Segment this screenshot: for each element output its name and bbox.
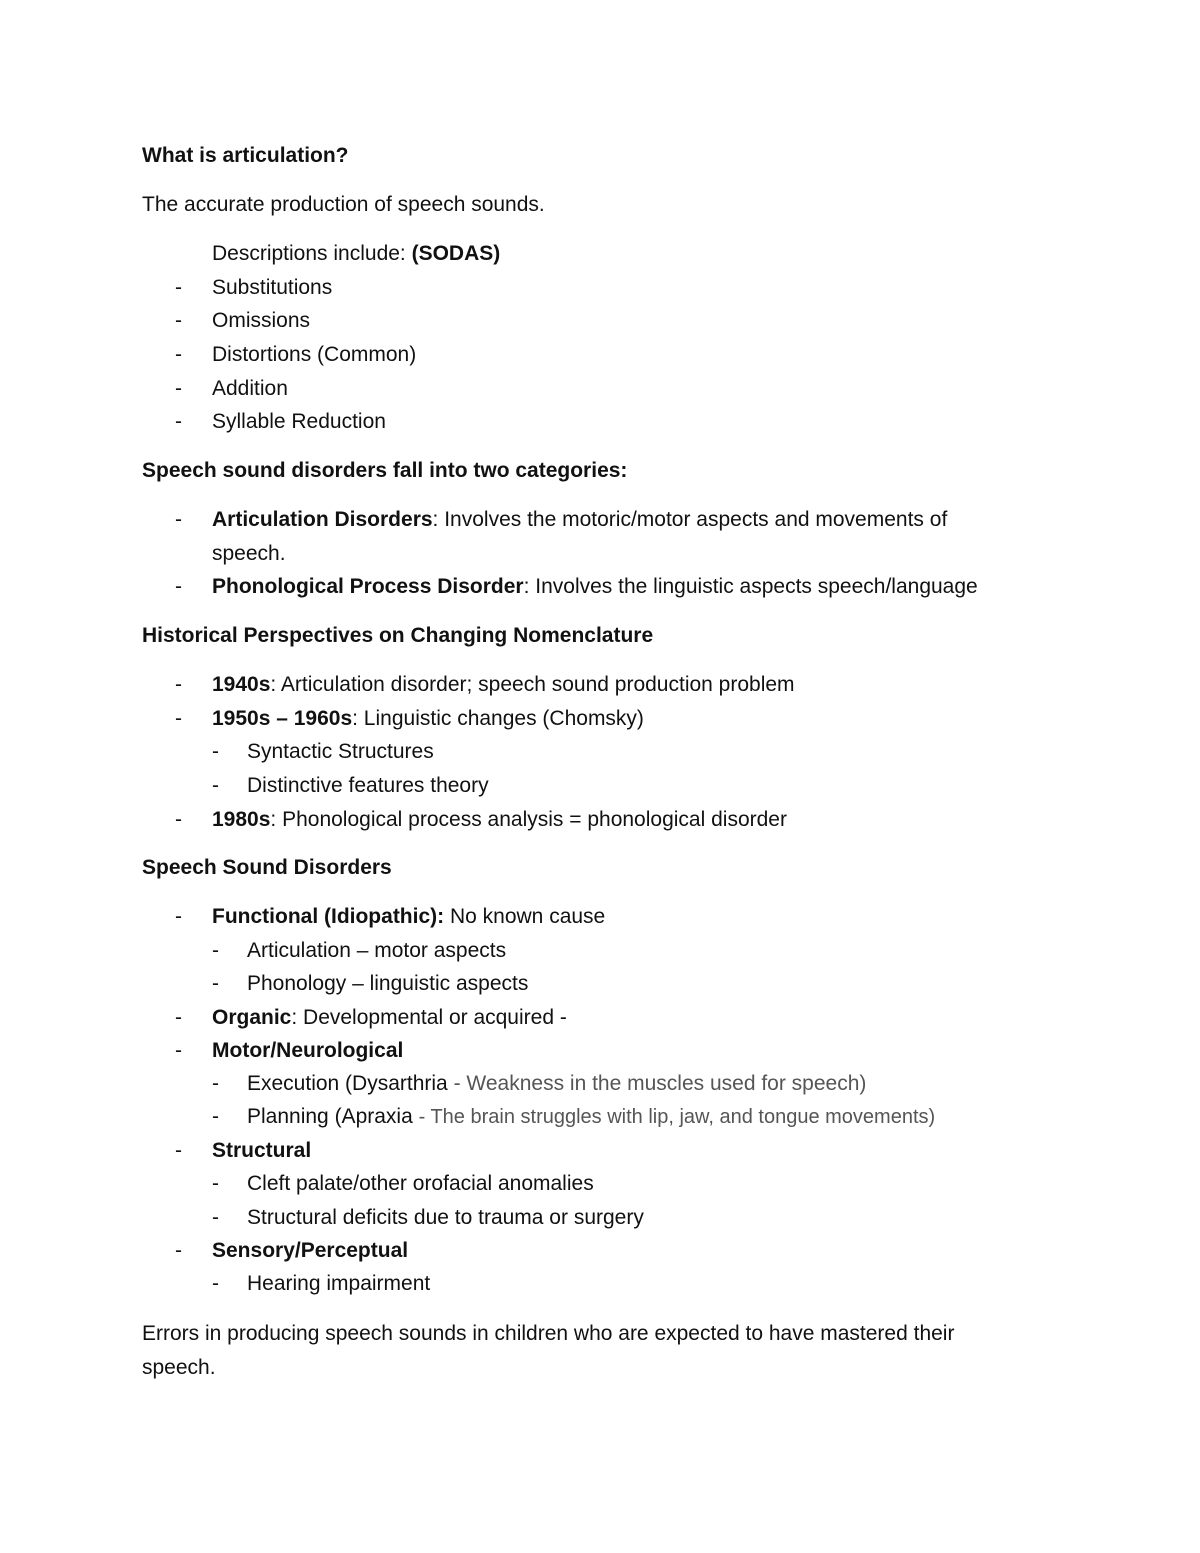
- sub-bullet-dash: -: [212, 939, 219, 962]
- list-item-structural: Structural: [212, 1139, 312, 1162]
- list-item-motor-neurological: Motor/Neurological: [212, 1039, 404, 1062]
- list-item-substitutions: Substitutions: [212, 276, 333, 299]
- bullet-dash: -: [175, 508, 182, 531]
- sub-bullet-dash: -: [212, 774, 219, 797]
- bullet-dash: -: [175, 1006, 182, 1029]
- list-item-addition: Addition: [212, 377, 288, 400]
- sub-item-cleft-palate: Cleft palate/other orofacial anomalies: [247, 1172, 594, 1195]
- closing-paragraph-line1: Errors in producing speech sounds in children who are expected to have mastered their: [142, 1322, 955, 1345]
- sub-bullet-dash: -: [212, 972, 219, 995]
- sub-bullet-dash: -: [212, 740, 219, 763]
- bullet-dash: -: [175, 309, 182, 332]
- sub-item-distinctive-features: Distinctive features theory: [247, 774, 489, 797]
- sub-bullet-dash: -: [212, 1272, 219, 1295]
- sub-item-structural-deficits: Structural deficits due to trauma or surgery: [247, 1206, 644, 1229]
- descriptions-intro: Descriptions include: (SODAS): [212, 242, 501, 265]
- list-item-articulation-disorders-cont: speech.: [212, 542, 286, 565]
- bullet-dash: -: [175, 673, 182, 696]
- bullet-dash: -: [175, 410, 182, 433]
- list-item-1950s-1960s: 1950s – 1960s: Linguistic changes (Chomsky): [212, 707, 644, 730]
- sub-bullet-dash: -: [212, 1105, 219, 1128]
- bullet-dash: -: [175, 1139, 182, 1162]
- list-item-omissions: Omissions: [212, 309, 311, 332]
- sub-bullet-dash: -: [212, 1172, 219, 1195]
- list-item-sensory-perceptual: Sensory/Perceptual: [212, 1239, 409, 1262]
- heading-what-is-articulation: What is articulation?: [142, 144, 349, 167]
- heading-speech-sound-disorders: Speech Sound Disorders: [142, 856, 392, 879]
- closing-paragraph-line2: speech.: [142, 1356, 216, 1379]
- list-item-articulation-disorders: Articulation Disorders: Involves the motoric/motor aspects and movements of: [212, 508, 948, 531]
- bullet-dash: -: [175, 707, 182, 730]
- bullet-dash: -: [175, 808, 182, 831]
- definition-text: The accurate production of speech sounds.: [142, 193, 545, 216]
- bullet-dash: -: [175, 377, 182, 400]
- list-item-organic: Organic: Developmental or acquired -: [212, 1006, 567, 1029]
- list-item-1980s: 1980s: Phonological process analysis = phonological disorder: [212, 808, 787, 831]
- list-item-phonological-process-disorder: Phonological Process Disorder: Involves the linguistic aspects speech/language: [212, 575, 978, 598]
- heading-historical-perspectives: Historical Perspectives on Changing Nomenclature: [142, 624, 654, 647]
- bullet-dash: -: [175, 343, 182, 366]
- list-item-syllable-reduction: Syllable Reduction: [212, 410, 386, 433]
- sub-item-articulation-motor: Articulation – motor aspects: [247, 939, 507, 962]
- bullet-dash: -: [175, 276, 182, 299]
- heading-speech-sound-categories: Speech sound disorders fall into two categories:: [142, 459, 628, 482]
- list-item-1940s: 1940s: Articulation disorder; speech sound production problem: [212, 673, 795, 696]
- list-item-distortions: Distortions (Common): [212, 343, 417, 366]
- sub-item-execution-dysarthria: Execution (Dysarthria - Weakness in the muscles used for speech): [247, 1072, 867, 1095]
- sub-item-phonology-linguistic: Phonology – linguistic aspects: [247, 972, 529, 995]
- bullet-dash: -: [175, 1239, 182, 1262]
- sub-item-planning-apraxia: Planning (Apraxia - The brain struggles with lip, jaw, and tongue movements): [247, 1105, 936, 1128]
- sub-item-syntactic-structures: Syntactic Structures: [247, 740, 434, 763]
- bullet-dash: -: [175, 1039, 182, 1062]
- sub-item-hearing-impairment: Hearing impairment: [247, 1272, 431, 1295]
- sub-bullet-dash: -: [212, 1206, 219, 1229]
- list-item-functional: Functional (Idiopathic): No known cause: [212, 905, 606, 928]
- bullet-dash: -: [175, 905, 182, 928]
- sub-bullet-dash: -: [212, 1072, 219, 1095]
- bullet-dash: -: [175, 575, 182, 598]
